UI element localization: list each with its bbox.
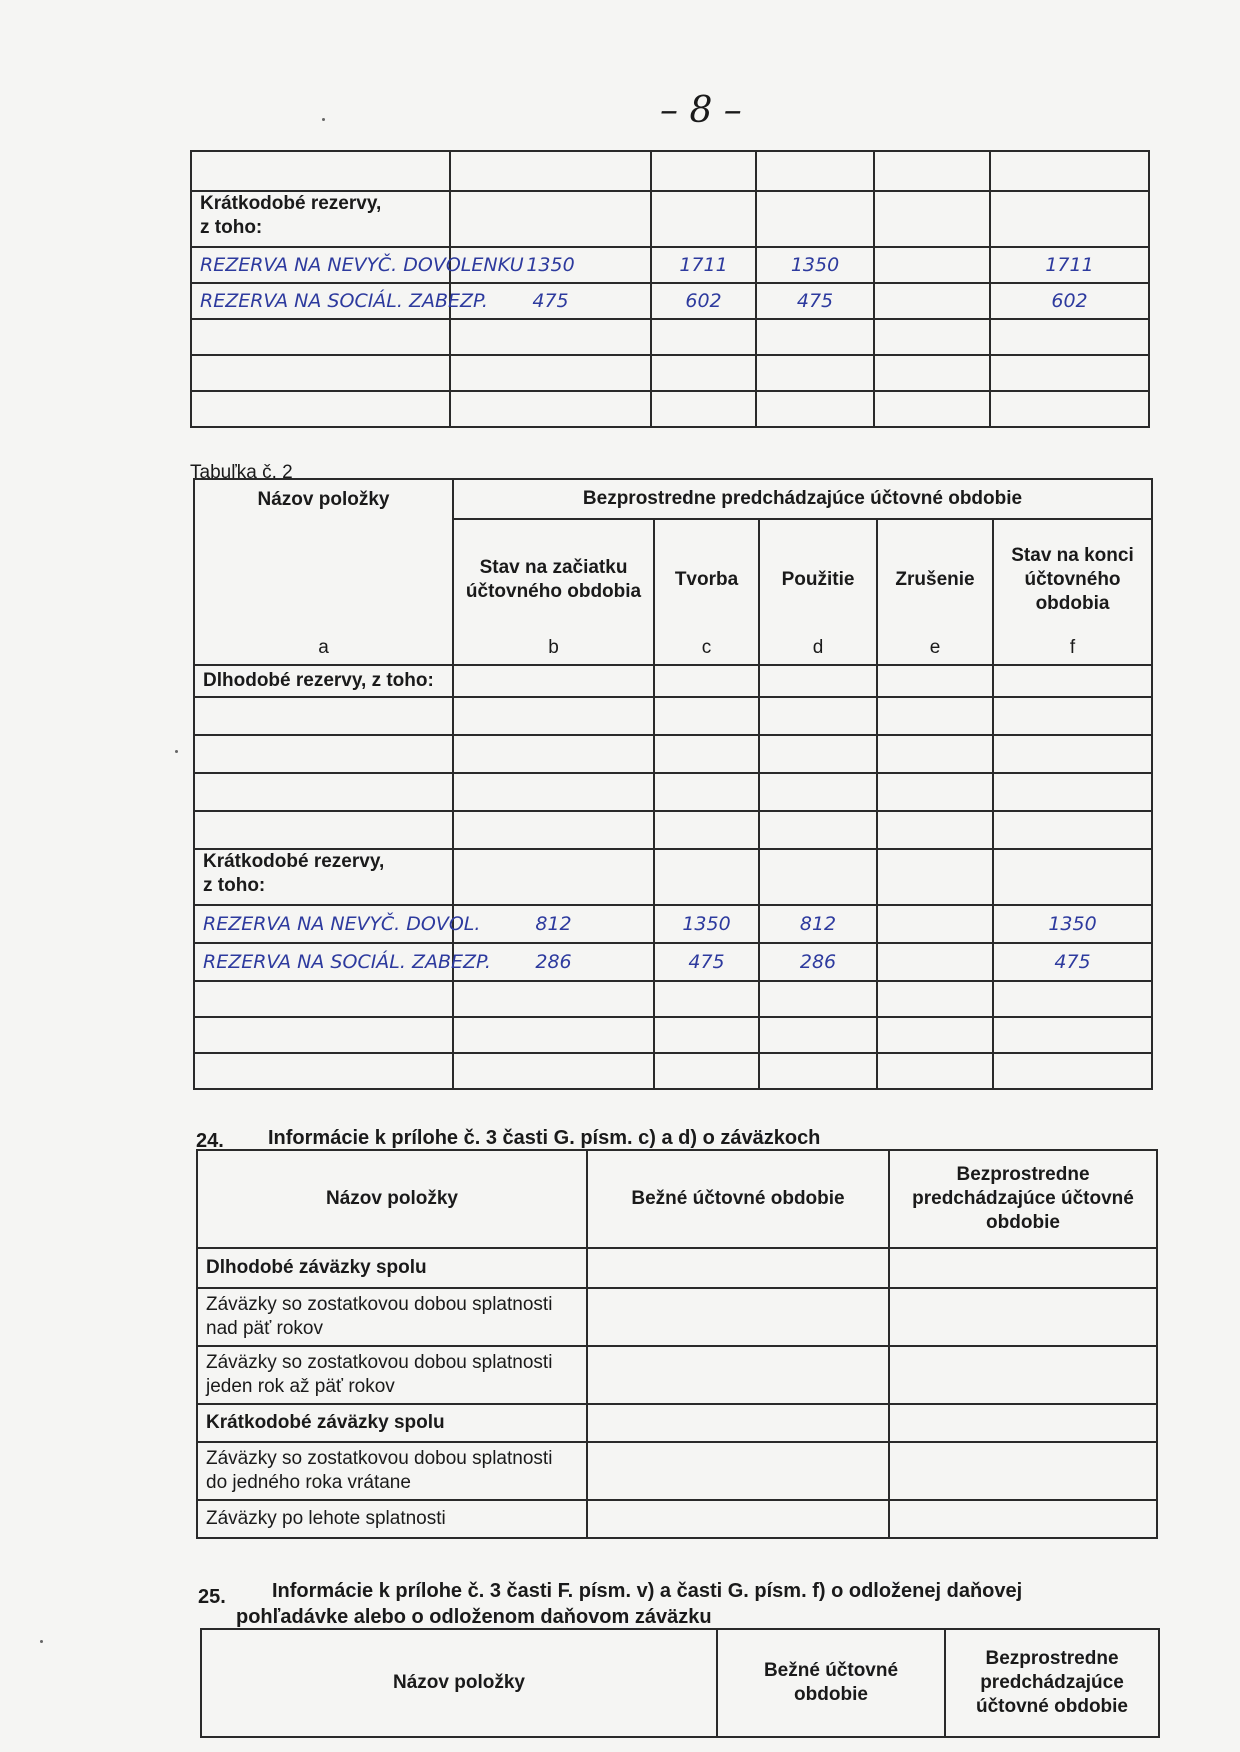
table2-header-row [194, 479, 1152, 519]
row-label: Záväzky so zostatkovou dobou splatnosti do jedného roka vrátane [197, 1442, 587, 1500]
table-row [197, 1248, 1157, 1288]
row-label: Záväzky po lehote splatnosti [197, 1500, 587, 1538]
cell-b: 1350 [450, 247, 651, 283]
cell-c: 602 [651, 283, 756, 319]
col-current-header: Bežné účtovné obdobie [717, 1629, 945, 1737]
col-e-header: Zrušenie e [877, 519, 993, 665]
cell-b: 812 [453, 905, 654, 943]
page-number: – 8 – [660, 90, 742, 131]
table-row [197, 1500, 1157, 1538]
col-letter-a: a [318, 637, 329, 658]
table-row [194, 849, 1152, 905]
table-row [194, 735, 1152, 773]
table-row [197, 1404, 1157, 1442]
cell-d: 286 [759, 943, 877, 981]
col-letter-f: f [1069, 637, 1076, 658]
row-label: Dlhodobé záväzky spolu [197, 1248, 587, 1288]
cell-f: 1350 [993, 905, 1152, 943]
table-row [194, 773, 1152, 811]
section25-header-row [201, 1629, 1159, 1737]
section25-number: 25. [198, 1586, 226, 1608]
col-previous-header: Bezprostredne predchádzajúce účtovné obdobie [889, 1150, 1157, 1248]
row-label-handwritten: REZERVA NA SOCIÁL. ZABEZP. [191, 283, 450, 319]
scan-speck [322, 118, 325, 121]
section24-table [196, 1149, 1158, 1539]
cell-e [874, 283, 990, 319]
col-f-header: Stav na konci účtovného obdobia f [993, 519, 1152, 665]
cell-e [877, 905, 993, 943]
table-row [191, 319, 1149, 355]
table-row [191, 355, 1149, 391]
table2 [193, 478, 1153, 1090]
row-label-handwritten: REZERVA NA SOCIÁL. ZABEZP. [194, 943, 453, 981]
col-previous-header: Bezprostredne predchádzajúce účtovné obdobie [945, 1629, 1159, 1737]
col-letter-d: d [812, 637, 824, 658]
table1-continued [190, 150, 1150, 428]
cell-c: 1350 [654, 905, 759, 943]
section24-title: Informácie k prílohe č. 3 časti G. písm. c) a d) o záväzkoch [268, 1127, 821, 1149]
table-row [194, 665, 1152, 697]
col-letter-c: c [701, 637, 712, 658]
group-header: Bezprostredne predchádzajúce účtovné obdobie [453, 479, 1152, 519]
cell-d: 812 [759, 905, 877, 943]
cell-c: 1711 [651, 247, 756, 283]
cell-f: 475 [993, 943, 1152, 981]
col-current-header: Bežné účtovné obdobie [587, 1150, 889, 1248]
cell-f: 602 [990, 283, 1149, 319]
table-row [197, 1288, 1157, 1346]
table2-caption: Tabuľka č. 2 [190, 462, 293, 483]
col-name-header: Názov položky [197, 1150, 587, 1248]
long-term-reserves-label: Dlhodobé rezervy, z toho: [194, 665, 453, 697]
cell-d: 1350 [756, 247, 874, 283]
row-label: Krátkodobé záväzky spolu [197, 1404, 587, 1442]
table-row [191, 247, 1149, 283]
col-d-header: Použitie d [759, 519, 877, 665]
scan-speck [40, 1640, 43, 1643]
row-label: Záväzky so zostatkovou dobou splatnosti jeden rok až päť rokov [197, 1346, 587, 1404]
section25-table [200, 1628, 1160, 1738]
col-b-header: Stav na začiatku účtovného obdobia b [453, 519, 654, 665]
cell-e [877, 943, 993, 981]
table-row [194, 981, 1152, 1017]
table-row [197, 1442, 1157, 1500]
table-row [194, 905, 1152, 943]
short-term-reserves-label: Krátkodobé rezervy, z toho: [194, 849, 453, 905]
cell-c: 475 [654, 943, 759, 981]
table-row [194, 1017, 1152, 1053]
section25-title-line1: Informácie k prílohe č. 3 časti F. písm. v) a časti G. písm. f) o odloženej daňovej [272, 1580, 1023, 1602]
table-row [191, 391, 1149, 427]
table-row [191, 191, 1149, 247]
cell-b: 286 [453, 943, 654, 981]
table-row [194, 943, 1152, 981]
cell-e [874, 247, 990, 283]
section24-header-row [197, 1150, 1157, 1248]
col-name-header: Názov položky a [194, 479, 453, 665]
table-row [191, 283, 1149, 319]
row-label-handwritten: REZERVA NA NEVYČ. DOVOL. [194, 905, 453, 943]
col-letter-b: b [548, 637, 559, 658]
row-label: Záväzky so zostatkovou dobou splatnosti nad päť rokov [197, 1288, 587, 1346]
cell-b: 475 [450, 283, 651, 319]
table-row [194, 1053, 1152, 1089]
section25-title-line2: pohľadávke alebo o odloženom daňovom záväzku [236, 1606, 712, 1628]
cell-f: 1711 [990, 247, 1149, 283]
scan-speck [175, 750, 178, 753]
table-row [194, 697, 1152, 735]
table-row [197, 1346, 1157, 1404]
col-letter-e: e [929, 637, 941, 658]
table-row [191, 151, 1149, 191]
short-term-reserves-label: Krátkodobé rezervy, z toho: [191, 191, 450, 247]
row-label-handwritten: REZERVA NA NEVYČ. DOVOLENKU [191, 247, 450, 283]
table-row [194, 811, 1152, 849]
cell-d: 475 [756, 283, 874, 319]
col-c-header: Tvorba c [654, 519, 759, 665]
col-name-header: Názov položky [201, 1629, 717, 1737]
section24-number: 24. [196, 1130, 224, 1152]
